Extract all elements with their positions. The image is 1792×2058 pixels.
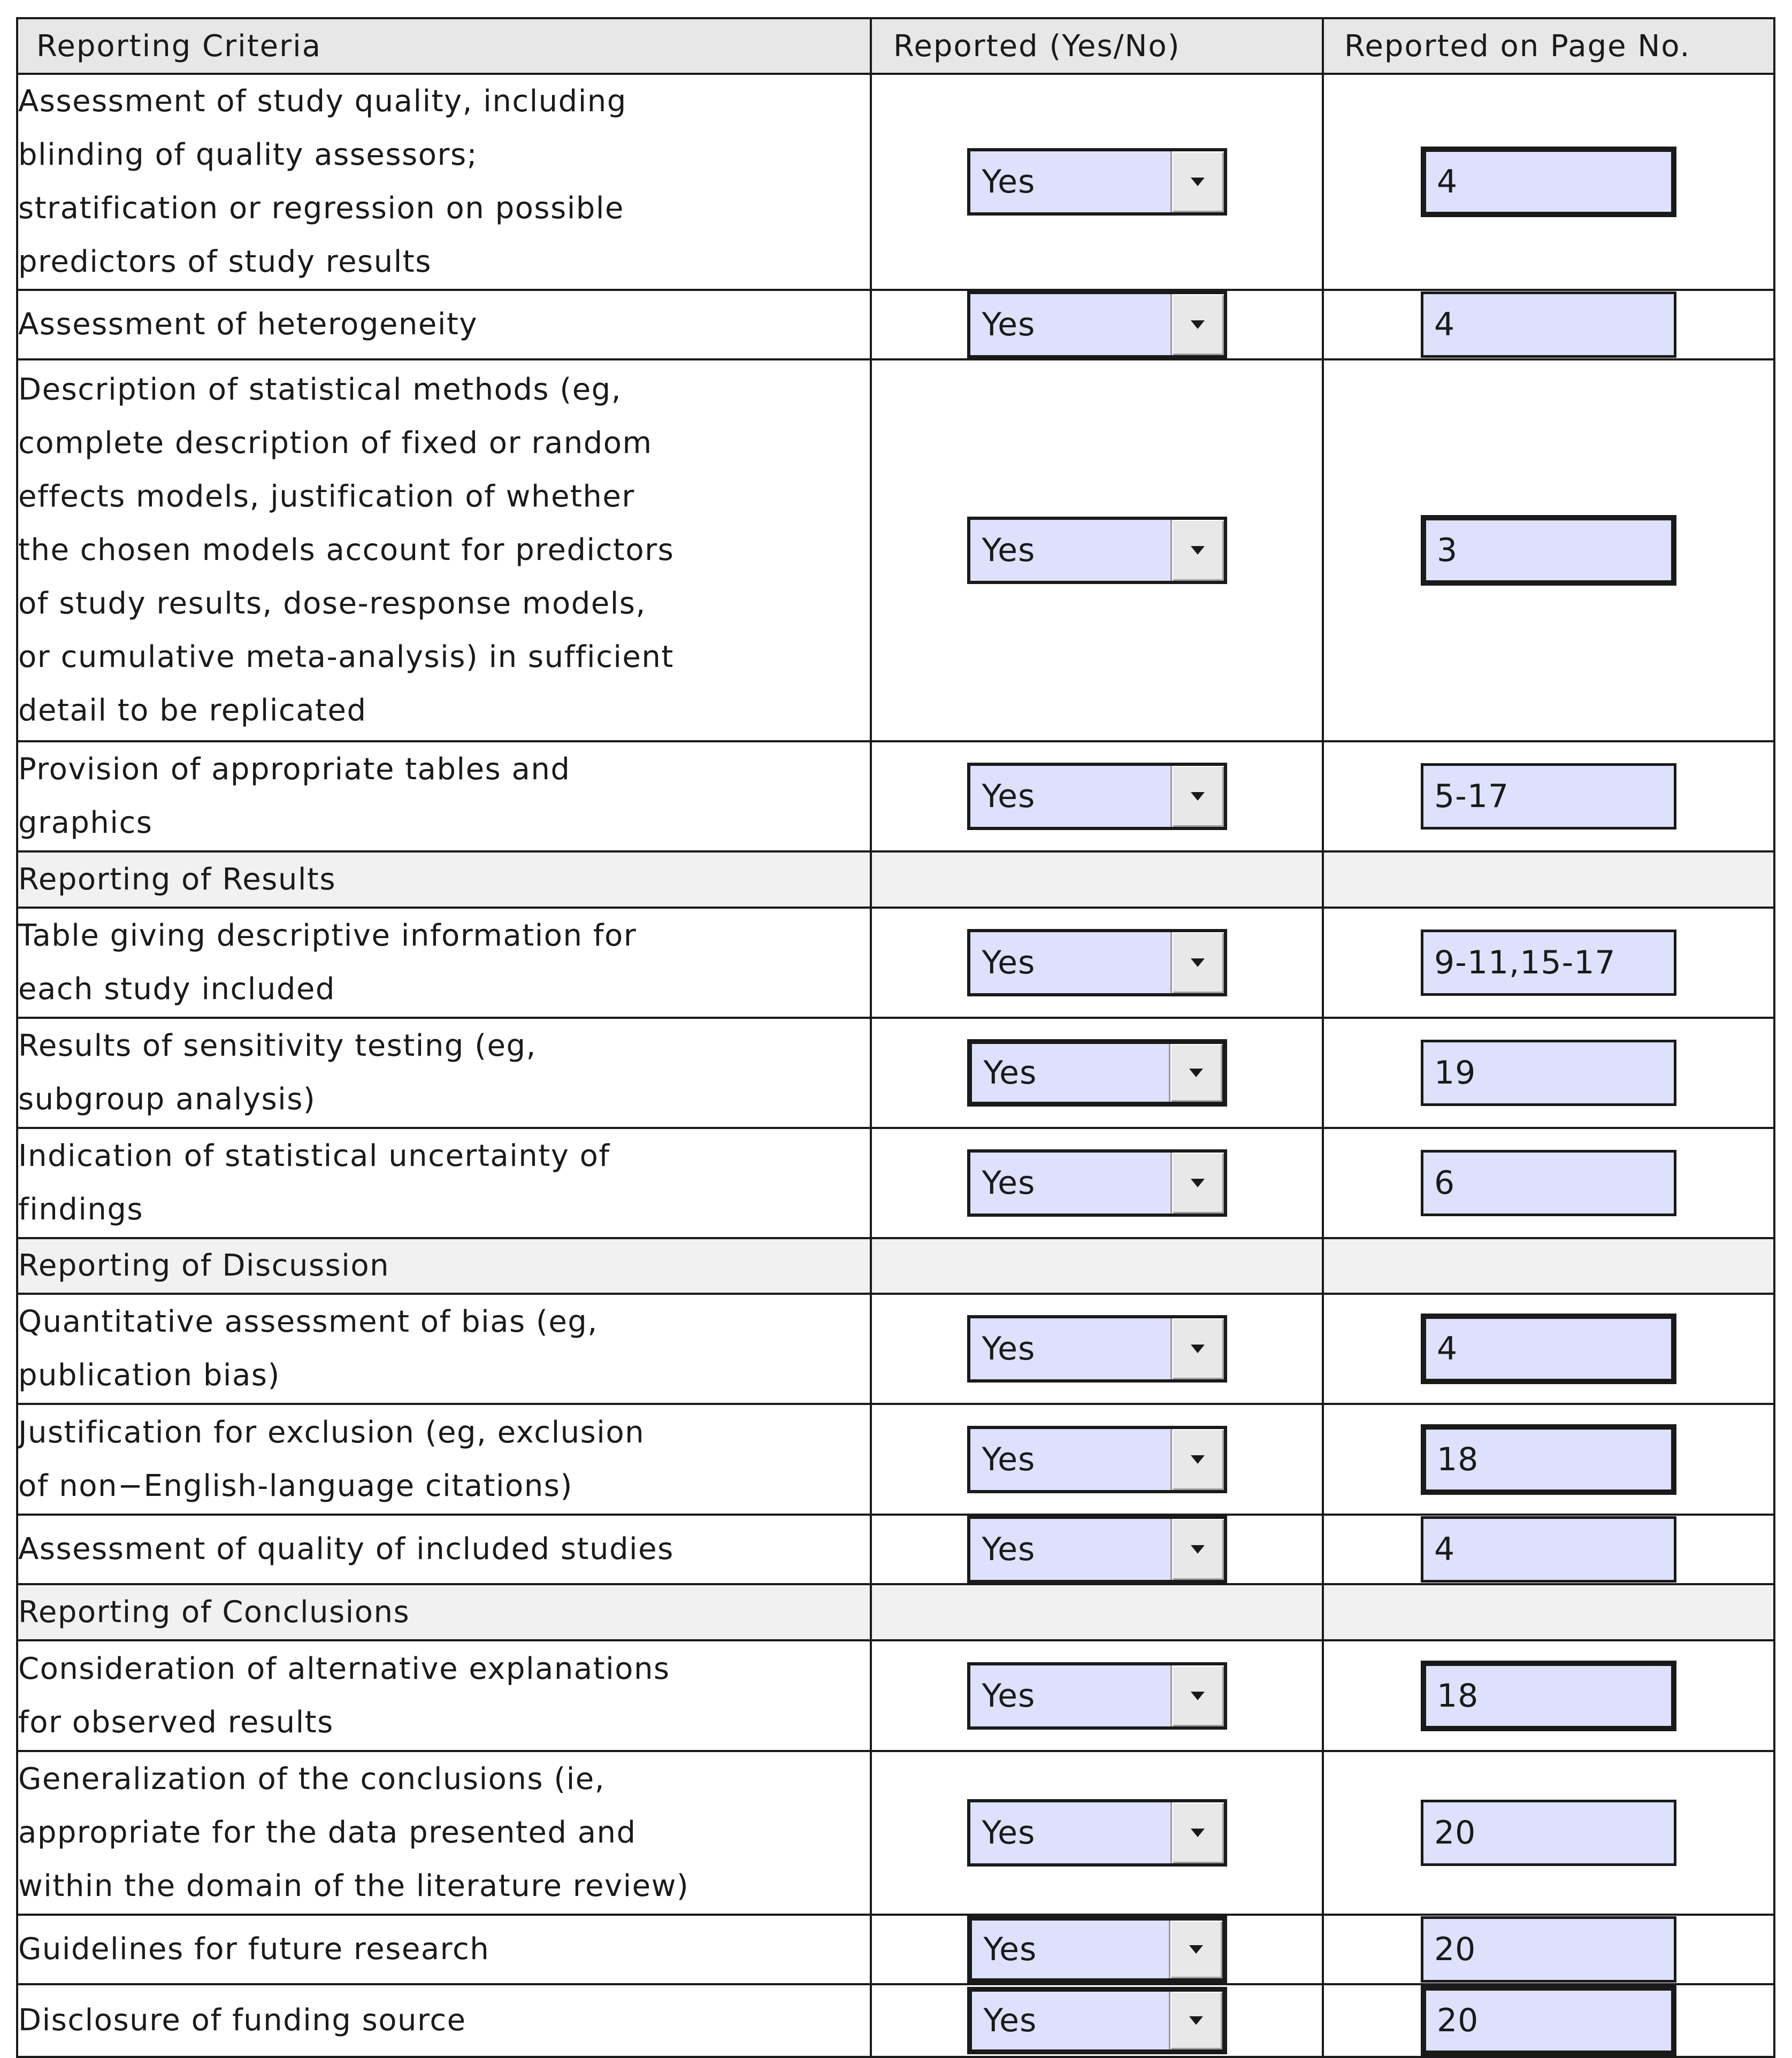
- reported-cell: [871, 908, 1323, 1018]
- criteria-cell: Provision of appropriate tables and graphics: [17, 741, 871, 851]
- reported-cell: [871, 1294, 1323, 1404]
- chevron-down-icon: [1191, 1455, 1205, 1464]
- reported-dropdown[interactable]: [967, 1916, 1227, 1983]
- dropdown-value: Yes: [982, 163, 1036, 201]
- page-number-input[interactable]: [1421, 291, 1676, 358]
- page-cell: [1323, 359, 1774, 741]
- dropdown-arrow-button[interactable]: [1170, 1318, 1224, 1379]
- page-number-value: 18: [1437, 1440, 1479, 1478]
- reported-cell: [871, 290, 1323, 359]
- dropdown-arrow-button[interactable]: [1170, 294, 1224, 355]
- chevron-down-icon: [1189, 1945, 1203, 1954]
- criteria-cell: Guidelines for future research: [17, 1915, 871, 1984]
- reported-dropdown[interactable]: [967, 1149, 1227, 1217]
- table-header-row: [17, 18, 1774, 74]
- criteria-column-header: Reporting Criteria: [17, 18, 871, 74]
- criteria-cell: Generalization of the conclusions (ie, appropriate for the data presented and within the domain of the literature review): [17, 1751, 871, 1915]
- page-cell: [1323, 1640, 1774, 1751]
- dropdown-value: Yes: [983, 1054, 1037, 1092]
- table-row: [17, 1018, 1774, 1128]
- dropdown-value: Yes: [982, 1440, 1036, 1478]
- criteria-cell: Indication of statistical uncertainty of findings: [17, 1128, 871, 1238]
- dropdown-arrow-button[interactable]: [1169, 1921, 1222, 1978]
- page-number-input[interactable]: [1421, 147, 1676, 217]
- section-row: [17, 851, 1774, 908]
- dropdown-value: Yes: [982, 1814, 1036, 1852]
- chevron-down-icon: [1191, 1179, 1205, 1187]
- reported-cell: [871, 741, 1323, 851]
- chevron-down-icon: [1191, 1345, 1205, 1353]
- dropdown-value: Yes: [982, 1330, 1036, 1368]
- reported-dropdown[interactable]: [967, 1662, 1227, 1730]
- dropdown-value: Yes: [982, 1164, 1036, 1202]
- dropdown-arrow-button[interactable]: [1170, 1665, 1224, 1726]
- page-number-input[interactable]: [1421, 1800, 1676, 1866]
- reported-cell: [871, 359, 1323, 741]
- page-number-input[interactable]: [1421, 930, 1676, 996]
- empty-cell: [871, 851, 1323, 908]
- criteria-cell: Assessment of study quality, including blinding of quality assessors; stratification or regression on possible predictors of study results: [17, 74, 871, 290]
- dropdown-value: Yes: [983, 2002, 1037, 2039]
- page-number-input[interactable]: [1421, 1661, 1676, 1731]
- table-row: [17, 1404, 1774, 1515]
- dropdown-arrow-button[interactable]: [1170, 766, 1224, 827]
- dropdown-arrow-button[interactable]: [1169, 1992, 1222, 2049]
- dropdown-arrow-button[interactable]: [1170, 1429, 1224, 1490]
- table-row: [17, 74, 1774, 290]
- dropdown-arrow-button[interactable]: [1169, 1044, 1222, 1102]
- page-cell: [1323, 290, 1774, 359]
- reported-dropdown[interactable]: [967, 517, 1227, 584]
- chevron-down-icon: [1189, 2016, 1203, 2025]
- reported-dropdown[interactable]: [967, 1315, 1227, 1383]
- table-row: [17, 1984, 1774, 2057]
- dropdown-value: Yes: [982, 944, 1036, 981]
- page-column-header: Reported on Page No.: [1323, 18, 1774, 74]
- page-cell: [1323, 908, 1774, 1018]
- empty-cell: [871, 1584, 1323, 1640]
- table-row: [17, 1640, 1774, 1751]
- section-row: [17, 1238, 1774, 1294]
- empty-cell: [1323, 1238, 1774, 1294]
- page-number-input[interactable]: [1421, 1314, 1676, 1384]
- page-cell: [1323, 1515, 1774, 1584]
- dropdown-arrow-button[interactable]: [1170, 520, 1224, 581]
- table-row: [17, 359, 1774, 741]
- reported-cell: [871, 1128, 1323, 1238]
- page-cell: [1323, 74, 1774, 290]
- reported-dropdown[interactable]: [967, 1039, 1227, 1107]
- page-number-value: 4: [1437, 163, 1458, 201]
- table-row: [17, 908, 1774, 1018]
- page-number-value: 20: [1434, 1931, 1476, 1968]
- reported-cell: [871, 74, 1323, 290]
- chevron-down-icon: [1191, 546, 1205, 555]
- page-number-input[interactable]: [1421, 1985, 1676, 2056]
- dropdown-value: Yes: [982, 778, 1036, 815]
- reported-cell: [871, 1404, 1323, 1515]
- reported-dropdown[interactable]: [967, 763, 1227, 830]
- page-cell: [1323, 741, 1774, 851]
- table-row: [17, 1294, 1774, 1404]
- dropdown-value: Yes: [982, 532, 1036, 569]
- page-number-input[interactable]: [1421, 1516, 1676, 1583]
- table-row: [17, 1515, 1774, 1584]
- chevron-down-icon: [1191, 1692, 1205, 1700]
- chevron-down-icon: [1191, 320, 1205, 329]
- page-cell: [1323, 1751, 1774, 1915]
- reported-dropdown[interactable]: [967, 1799, 1227, 1867]
- page-number-value: 19: [1434, 1054, 1476, 1092]
- dropdown-value: Yes: [982, 1677, 1036, 1715]
- table-row: [17, 741, 1774, 851]
- reported-cell: [871, 1515, 1323, 1584]
- reported-dropdown[interactable]: [967, 929, 1227, 996]
- reported-dropdown[interactable]: [967, 1426, 1227, 1493]
- criteria-cell: Quantitative assessment of bias (eg, publication bias): [17, 1294, 871, 1404]
- reported-dropdown[interactable]: [967, 1516, 1227, 1583]
- page-number-value: 20: [1437, 2002, 1479, 2039]
- page-cell: [1323, 1984, 1774, 2057]
- page-cell: [1323, 1915, 1774, 1984]
- page-cell: [1323, 1018, 1774, 1128]
- page-number-value: 3: [1437, 532, 1458, 569]
- reporting-checklist-table: [16, 17, 1775, 2058]
- chevron-down-icon: [1191, 792, 1205, 801]
- page-number-value: 4: [1434, 306, 1456, 343]
- page-number-value: 6: [1434, 1164, 1456, 1202]
- page-number-input[interactable]: [1421, 1916, 1676, 1983]
- table-row: [17, 1915, 1774, 1984]
- dropdown-value: Yes: [982, 306, 1036, 343]
- dropdown-value: Yes: [983, 1931, 1037, 1968]
- reported-dropdown[interactable]: [967, 1987, 1227, 2054]
- reported-dropdown[interactable]: [967, 148, 1227, 216]
- empty-cell: [1323, 851, 1774, 908]
- empty-cell: [871, 1238, 1323, 1294]
- reported-cell: [871, 1915, 1323, 1984]
- criteria-cell: Consideration of alternative explanations for observed results: [17, 1640, 871, 1751]
- table-row: [17, 1751, 1774, 1915]
- chevron-down-icon: [1191, 1545, 1205, 1554]
- reported-column-header: Reported (Yes/No): [871, 18, 1323, 74]
- criteria-cell: Results of sensitivity testing (eg, subgroup analysis): [17, 1018, 871, 1128]
- page-number-input[interactable]: [1421, 1150, 1676, 1216]
- section-heading: Reporting of Discussion: [17, 1238, 871, 1294]
- criteria-cell: Assessment of heterogeneity: [17, 290, 871, 359]
- table-row: [17, 290, 1774, 359]
- page-cell: [1323, 1404, 1774, 1515]
- reported-cell: [871, 1751, 1323, 1915]
- dropdown-value: Yes: [982, 1531, 1036, 1568]
- criteria-cell: Description of statistical methods (eg, complete description of fixed or random effects models, justification of whether the chosen models account for predictors of study results, dose-response models, or cumulative meta-analysis) in sufficient detail to be replicated: [17, 359, 871, 741]
- section-heading: Reporting of Conclusions: [17, 1584, 871, 1640]
- chevron-down-icon: [1191, 958, 1205, 967]
- criteria-cell: Assessment of quality of included studies: [17, 1515, 871, 1584]
- criteria-cell: Justification for exclusion (eg, exclusion of non−English-language citations): [17, 1404, 871, 1515]
- page-number-input[interactable]: [1421, 763, 1676, 830]
- criteria-cell: Disclosure of funding source: [17, 1984, 871, 2057]
- section-row: [17, 1584, 1774, 1640]
- reported-cell: [871, 1640, 1323, 1751]
- chevron-down-icon: [1191, 1829, 1205, 1837]
- reported-cell: [871, 1018, 1323, 1128]
- page-number-input[interactable]: [1421, 1040, 1676, 1106]
- page-number-value: 4: [1434, 1531, 1456, 1568]
- dropdown-arrow-button[interactable]: [1170, 1519, 1224, 1580]
- dropdown-arrow-button[interactable]: [1170, 1802, 1224, 1863]
- page-cell: [1323, 1294, 1774, 1404]
- chevron-down-icon: [1189, 1069, 1203, 1077]
- section-heading: Reporting of Results: [17, 851, 871, 908]
- empty-cell: [1323, 1584, 1774, 1640]
- reported-dropdown[interactable]: [967, 291, 1227, 358]
- reported-cell: [871, 1984, 1323, 2057]
- page-number-value: 20: [1434, 1814, 1476, 1852]
- page-number-value: 18: [1437, 1677, 1479, 1715]
- page-cell: [1323, 1128, 1774, 1238]
- chevron-down-icon: [1191, 178, 1205, 186]
- page-number-value: 4: [1437, 1330, 1458, 1368]
- page-number-value: 9-11,15-17: [1434, 944, 1616, 981]
- page-number-input[interactable]: [1421, 515, 1676, 586]
- dropdown-arrow-button[interactable]: [1170, 1153, 1224, 1214]
- page-number-input[interactable]: [1421, 1424, 1676, 1495]
- page-number-value: 5-17: [1434, 778, 1510, 815]
- table-row: [17, 1128, 1774, 1238]
- criteria-cell: Table giving descriptive information for each study included: [17, 908, 871, 1018]
- dropdown-arrow-button[interactable]: [1170, 932, 1224, 993]
- dropdown-arrow-button[interactable]: [1170, 151, 1224, 212]
